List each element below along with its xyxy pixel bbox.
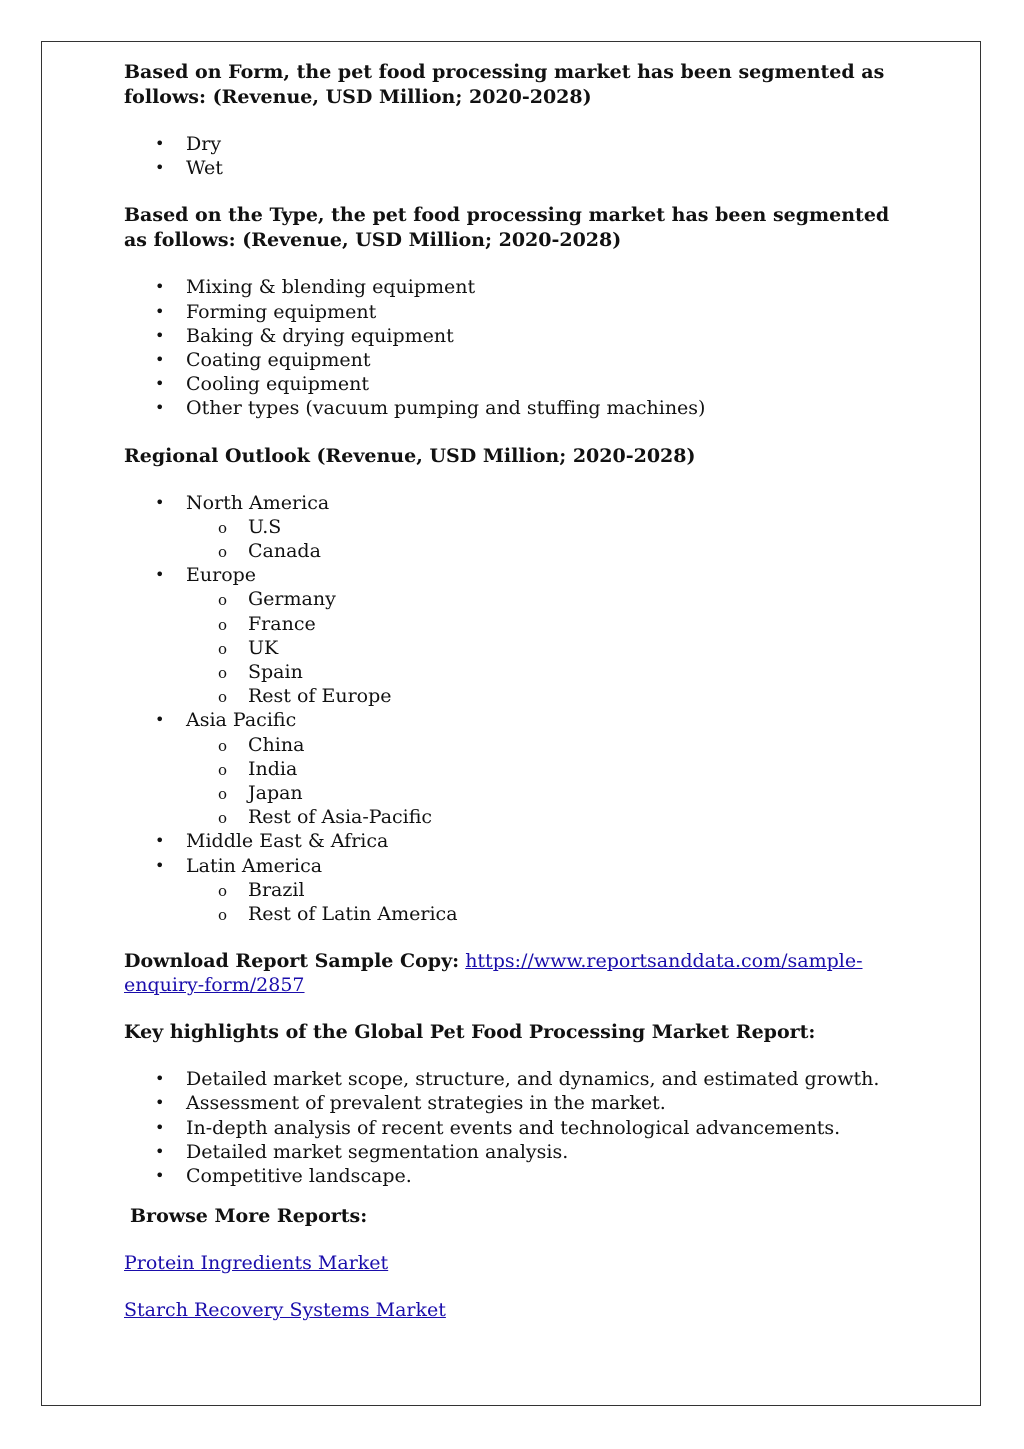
country-item: o Rest of Europe bbox=[124, 684, 914, 708]
browse-heading: Browse More Reports: bbox=[130, 1205, 368, 1228]
region-name: Europe bbox=[186, 564, 257, 587]
region-item bbox=[124, 854, 914, 927]
country-list bbox=[186, 733, 914, 830]
country-list bbox=[186, 515, 914, 563]
country-item: o Rest of Asia-Pacific bbox=[124, 805, 914, 829]
region-item bbox=[124, 563, 914, 708]
starch-recovery-link[interactable]: Starch Recovery Systems Market bbox=[124, 1299, 446, 1322]
protein-ingredients-link[interactable]: Protein Ingredients Market bbox=[124, 1252, 389, 1275]
list-item: • Baking & drying equipment bbox=[124, 324, 914, 348]
region-item bbox=[124, 708, 914, 829]
list-item: • Wet bbox=[124, 156, 914, 180]
list-item: • Dry bbox=[124, 132, 914, 156]
region-item bbox=[124, 829, 914, 853]
form-list bbox=[124, 132, 914, 180]
list-item: • Cooling equipment bbox=[124, 372, 914, 396]
list-item: • Detailed market scope, structure, and dynamics, and estimated growth. bbox=[124, 1067, 914, 1091]
country-item: o Japan bbox=[124, 781, 914, 805]
list-item: • Assessment of prevalent strategies in the market. bbox=[124, 1091, 914, 1115]
region-name: Middle East & Africa bbox=[186, 830, 389, 853]
country-item: o Rest of Latin America bbox=[124, 902, 914, 926]
country-item: o Canada bbox=[124, 539, 914, 563]
list-item: • Coating equipment bbox=[124, 348, 914, 372]
highlights-section-heading: Key highlights of the Global Pet Food Processing Market Report: bbox=[124, 1021, 816, 1044]
country-item: o France bbox=[124, 612, 914, 636]
browse-link-paragraph bbox=[124, 1298, 914, 1322]
download-label: Download Report Sample Copy: bbox=[124, 950, 460, 973]
country-list bbox=[186, 587, 914, 708]
country-item: o UK bbox=[124, 636, 914, 660]
regional-section-heading: Regional Outlook (Revenue, USD Million; 2020-2028) bbox=[124, 444, 696, 467]
document-content bbox=[124, 60, 914, 1322]
list-item: • Forming equipment bbox=[124, 300, 914, 324]
country-item: o China bbox=[124, 733, 914, 757]
download-paragraph bbox=[124, 949, 914, 997]
country-item: o Spain bbox=[124, 660, 914, 684]
list-item: • Mixing & blending equipment bbox=[124, 275, 914, 299]
region-name: Asia Pacific bbox=[186, 709, 297, 732]
highlights-list bbox=[124, 1067, 914, 1188]
list-item: • Detailed market segmentation analysis. bbox=[124, 1140, 914, 1164]
region-item bbox=[124, 491, 914, 564]
list-item: • Other types (vacuum pumping and stuffing machines) bbox=[124, 396, 914, 420]
list-item: • In-depth analysis of recent events and technological advancements. bbox=[124, 1116, 914, 1140]
list-item: • Competitive landscape. bbox=[124, 1164, 914, 1188]
type-section-heading: Based on the Type, the pet food processing market has been segmented as follows: (Revenue, USD Million; 2020-2028) bbox=[124, 204, 890, 252]
country-list bbox=[186, 878, 914, 926]
country-item: o Brazil bbox=[124, 878, 914, 902]
country-item: o India bbox=[124, 757, 914, 781]
type-list bbox=[124, 275, 914, 420]
region-name: Latin America bbox=[186, 854, 323, 877]
region-list bbox=[124, 491, 914, 927]
form-section-heading: Based on Form, the pet food processing market has been segmented as follows: (Revenue, USD Million; 2020-2028) bbox=[124, 61, 885, 108]
download-sample-link[interactable]: https://www.reportsanddata.com/sample-enquiry-form/2857 bbox=[124, 950, 863, 997]
country-item: o U.S bbox=[124, 515, 914, 539]
region-name: North America bbox=[186, 491, 330, 514]
browse-link-paragraph bbox=[124, 1251, 914, 1275]
country-item: o Germany bbox=[124, 587, 914, 611]
